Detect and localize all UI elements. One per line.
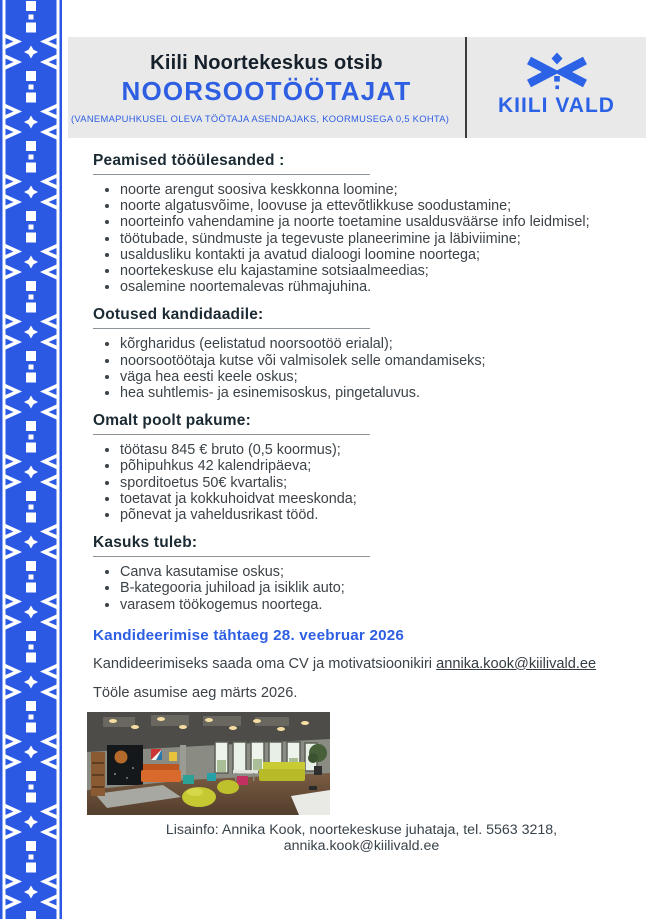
bullet-list <box>93 442 630 523</box>
list-item: • väga hea eesti keele oskus; <box>120 369 630 385</box>
list-item: • noorsootöötaja kutse või valmisolek selle omandamiseks; <box>120 353 630 369</box>
bullet-list <box>93 564 630 613</box>
bullet-list <box>93 336 630 401</box>
list-item: • noorteinfo vahendamine ja noorte toetamine usaldusväärse info leidmisel; <box>120 214 630 230</box>
list-item: • põhipuhkus 42 kalendripäeva; <box>120 458 630 474</box>
header <box>68 37 646 138</box>
list-item: • töötubade, sündmuste ja tegevuste planeerimine ja läbiviimine; <box>120 231 630 247</box>
list-item: • B-kategooria juhiload ja isiklik auto; <box>120 580 630 596</box>
list-item: • kõrgharidus (eelistatud noorsootöö erialal); <box>120 336 630 352</box>
footer-line2: annika.kook@kiilivald.ee <box>283 838 440 855</box>
list-item: • töötasu 845 € bruto (0,5 koormus); <box>120 442 630 458</box>
list-item: • noorte arengut soosiva keskkonna loomine; <box>120 182 630 198</box>
position-subtitle: (VANEMAPUHKUSEL OLEVA TÖÖTAJA ASENDAJAKS, KOORMUSEGA 0,5 KOHTA) <box>71 113 450 124</box>
footer-contact <box>93 822 630 855</box>
section-heading: Peamised tööülesanded : <box>93 152 370 175</box>
list-item: • toetavat ja kokkuhoidvat meeskonda; <box>120 491 630 507</box>
list-item: • põnevat ja vaheldusrikast tööd. <box>120 507 630 523</box>
list-item: • noortekeskuse elu kajastamine sotsiaalmeedias; <box>120 263 630 279</box>
section-advantages <box>93 534 630 613</box>
paper <box>68 0 646 919</box>
dragonfly-folk-pattern-icon <box>519 51 595 93</box>
section-expectations <box>93 306 630 401</box>
main-content <box>93 152 630 855</box>
list-item: • usaldusliku kontakti ja avatud dialoogi loomine noortega; <box>120 247 630 263</box>
header-title-block <box>68 37 465 138</box>
section-heading: Ootused kandidaadile: <box>93 306 370 329</box>
section-heading: Kasuks tuleb: <box>93 534 370 557</box>
position-title: NOORSOOTÖÖTAJAT <box>121 76 412 106</box>
list-item: • varasem töökogemus noortega. <box>120 597 630 613</box>
section-heading: Omalt poolt pakume: <box>93 412 370 435</box>
list-item: • sporditoetus 50€ kvartalis; <box>120 475 630 491</box>
list-item: • hea suhtlemis- ja esinemisoskus, pingetaluvus. <box>120 385 630 401</box>
kiili-vald-logo <box>467 37 646 138</box>
organization-line: Kiili Noortekeskus otsib <box>150 52 383 74</box>
youth-center-photo <box>87 712 330 815</box>
folk-pattern-border <box>0 0 62 919</box>
list-item: • Canva kasutamise oskus; <box>120 564 630 580</box>
apply-email-link[interactable]: annika.kook@kiilivald.ee <box>436 655 597 672</box>
apply-text: Kandideerimiseks saada oma CV ja motivatsioonikiri <box>93 655 433 672</box>
list-item: • noorte algatusvõime, loovuse ja ettevõtlikkuse soodustamine; <box>120 198 630 214</box>
bullet-list <box>93 182 630 295</box>
start-date-line: Tööle asumise aeg märts 2026. <box>93 684 298 701</box>
footer-line1: Lisainfo: Annika Kook, noortekeskuse juhataja, tel. 5563 3218, <box>165 821 558 838</box>
logo-text: KIILI VALD <box>498 94 615 117</box>
application-instructions <box>93 656 630 673</box>
list-item: • osalemine noortemalevas rühmajuhina. <box>120 279 630 295</box>
section-offer <box>93 412 630 523</box>
section-duties <box>93 152 630 295</box>
application-deadline: Kandideerimise tähtaeg 28. veebruar 2026 <box>93 626 405 644</box>
